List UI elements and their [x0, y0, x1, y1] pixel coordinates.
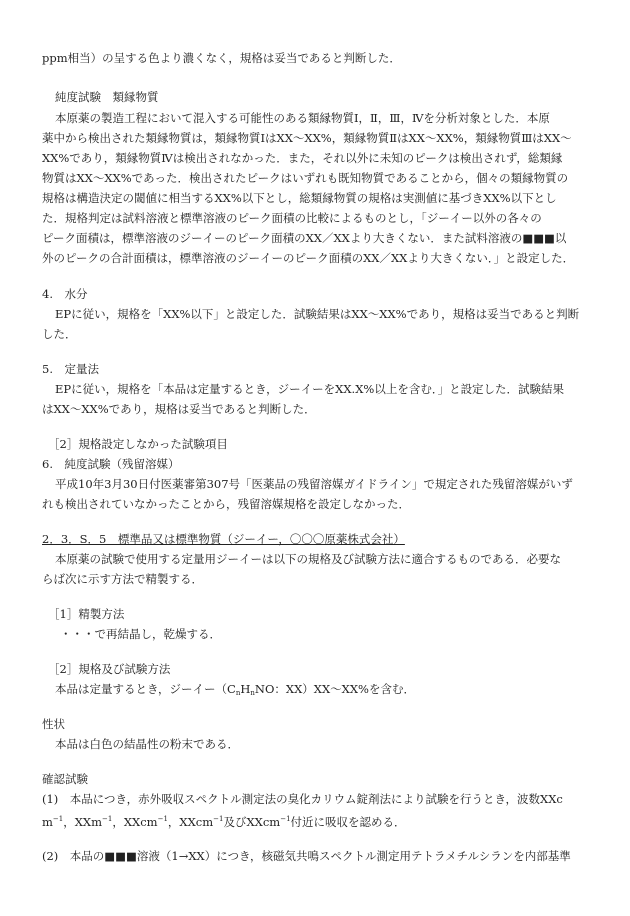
heading-specs: ［2］規格及び試験方法: [48, 662, 171, 676]
text-line-formula: 本品は定量するとき，ジーイー（$C_nH_nNO$：XX）XX～XX%を含む．: [55, 682, 415, 697]
heading-purification: ［1］精製方法: [48, 607, 125, 621]
text-line: ピーク面積は，標準溶液のジーイーのピーク面積のXX／XXより大きくない．また試料溶液の■■■以: [42, 231, 567, 245]
heading-description: 性状: [42, 717, 65, 731]
text-line: れも検出されていなかったことから，残留溶媒規格を設定しなかった．: [42, 497, 410, 511]
text-line: 本品は白色の結晶性の粉末である．: [55, 737, 239, 751]
text-line: 物質はXX～XX%であった．検出されたピークはいずれも既知物質であることから，個々の類縁物質の: [42, 171, 569, 185]
text-line: XX%であり，類縁物質Ⅳは検出されなかった．また，それ以外に未知のピークは検出されず，総類縁: [42, 151, 563, 165]
text-line: 平成10年3月30日付医薬審第307号「医薬品の残留溶媒ガイドライン」で規定された残留溶媒がいず: [55, 477, 573, 491]
heading-water: 4. 水分: [42, 287, 88, 301]
text-line: した．: [42, 327, 77, 341]
text-line: 薬中から検出された類縁物質は，類縁物質ⅠはXX～XX%，類縁物質ⅡはXX～XX%，類縁物質ⅢはXX～: [42, 131, 572, 145]
text-line: た．規格判定は試料溶液と標準溶液のピーク面積の比較によるものとし，「ジーイー以外の各々の: [42, 211, 542, 225]
text-line: EPに従い，規格を「XX%以下」と設定した．試験結果はXX～XX%であり，規格は妥当であると判断: [55, 307, 580, 321]
text-line: はXX～XX%であり，規格は妥当であると判断した．: [42, 402, 316, 416]
text-line: ・・・で再結晶し，乾燥する．: [60, 627, 221, 641]
heading-identification: 確認試験: [42, 772, 88, 786]
text-line: (2) 本品の■■■溶液（1→XX）につき，核磁気共鳴スペクトル測定用テトラメチルシランを内部基準: [42, 849, 571, 863]
heading-related-substances: 純度試験 類縁物質: [55, 90, 159, 104]
heading-not-set: ［2］規格設定しなかった試験項目: [48, 437, 228, 451]
heading-reference-standard: 2．3．S．5 標準品又は標準物質（ジーイー，〇〇〇原薬株式会社）: [42, 532, 405, 546]
paragraph-continuation: ppm相当）の呈する色より濃くなく，規格は妥当であると判断した．: [42, 51, 401, 65]
subheading-residual-solvents: 6. 純度試験（残留溶媒）: [42, 457, 180, 471]
heading-assay: 5. 定量法: [42, 362, 99, 376]
text-line: らば次に示す方法で精製する．: [42, 572, 203, 586]
text-line: 本原薬の製造工程において混入する可能性のある類縁物質Ⅰ，Ⅱ，Ⅲ，Ⅳを分析対象とした．本原: [55, 111, 550, 125]
text-line: 本原薬の試験で使用する定量用ジーイーは以下の規格及び試験方法に適合するものである．必要な: [55, 552, 561, 566]
text-line: (1) 本品につき，赤外吸収スペクトル測定法の臭化カリウム錠剤法により試験を行うとき，波数XXc: [42, 792, 563, 806]
text-line: 外のピークの合計面積は，標準溶液のジーイーのピーク面積のXX／XXより大きくない．」と設定した．: [42, 251, 575, 265]
text-line: EPに従い，規格を「本品は定量するとき，ジーイーをXX.X%以上を含む．」と設定した．試験結果: [55, 382, 565, 396]
text-line-wavenumbers: $m^{-1}$，XXm$^{-1}$，XXcm$^{-1}$，XXcm$^{-1}$及びXXcm$^{-1}$付近に吸収を認める．: [42, 815, 406, 829]
text-line: 規格は構造決定の閾値に相当するXX%以下とし，総類縁物質の規格は実測値に基づきXX%以下とし: [42, 191, 557, 205]
